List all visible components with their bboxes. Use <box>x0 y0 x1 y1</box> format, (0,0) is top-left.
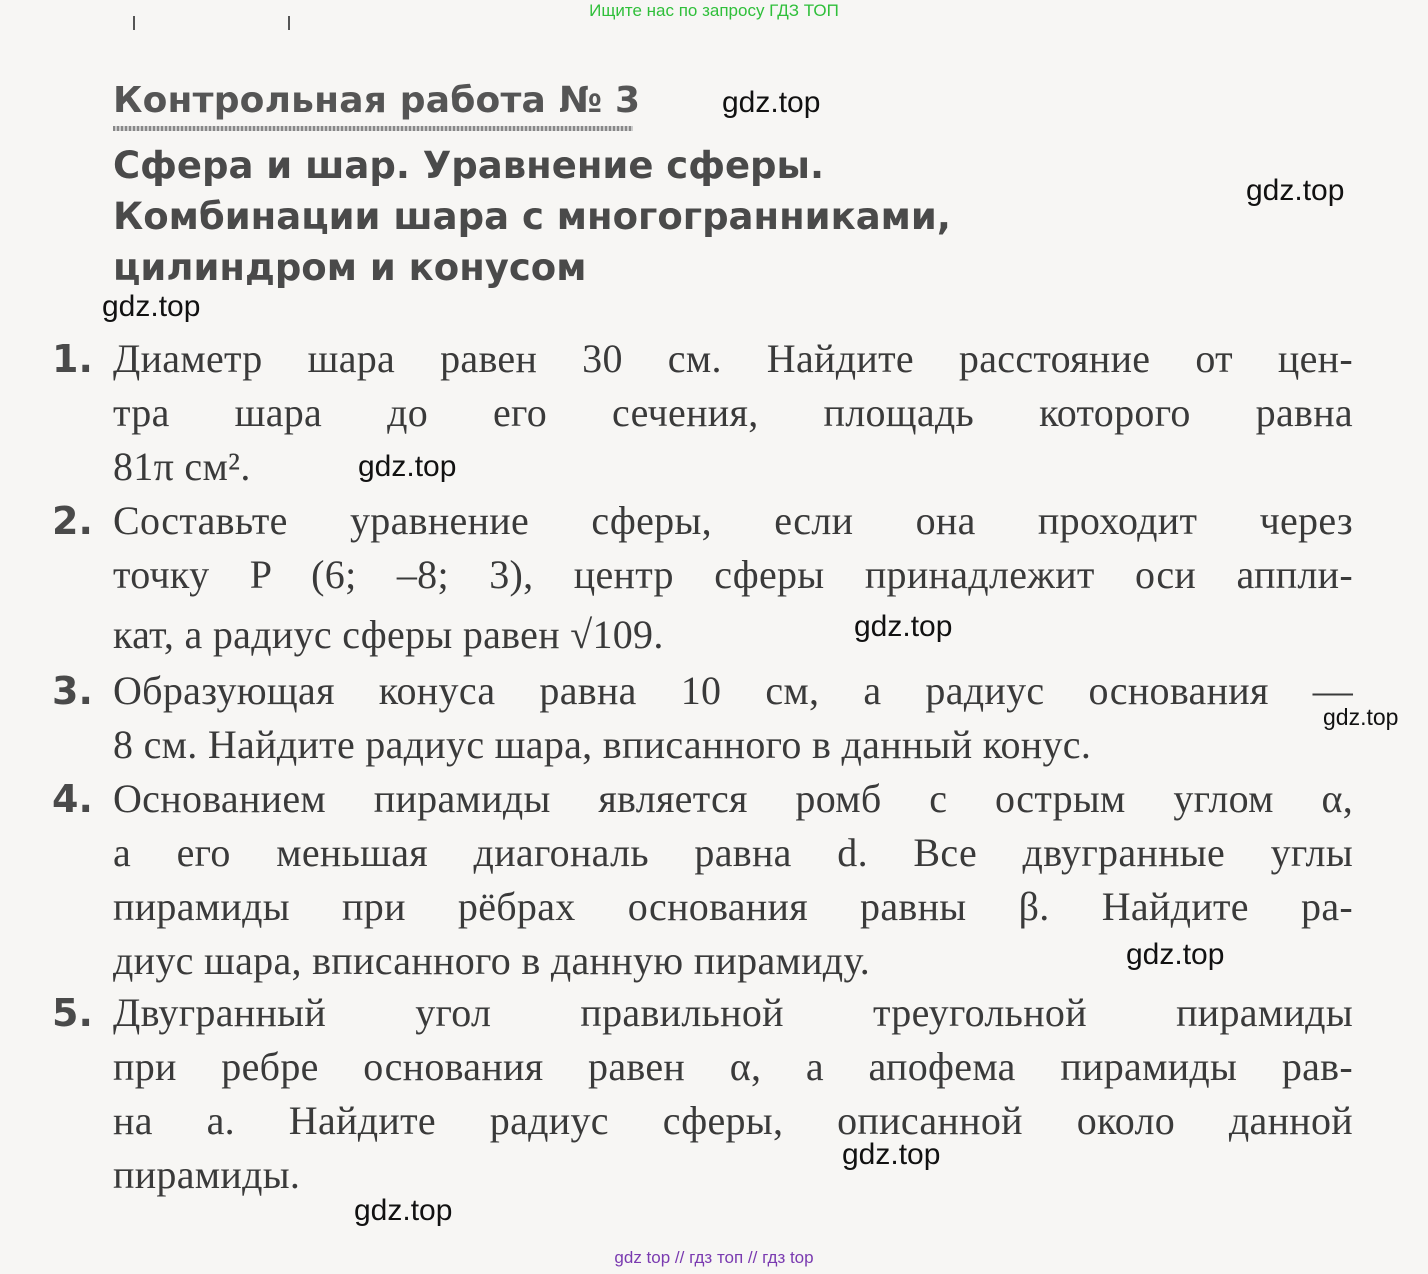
problem-number: 5. <box>52 991 93 1035</box>
problem-line: 8 см. Найдите радиус шара, вписанного в данный конус. <box>113 722 1092 767</box>
problem-line: Основанием пирамиды является ромб с острым углом α, <box>113 776 1353 821</box>
scan-marks <box>0 16 1428 36</box>
watermark: gdz.top <box>1323 704 1399 730</box>
problem-line: Двугранный угол правильной треугольной пирамиды <box>113 990 1353 1035</box>
watermark: gdz.top <box>358 450 457 483</box>
footer-links: gdz top // гдз топ // гдз top <box>614 1248 814 1267</box>
subtitle-line: Сфера и шар. Уравнение сферы. <box>113 144 825 187</box>
problem-number: 2. <box>52 499 93 543</box>
subtitle-line: цилиндром и конусом <box>113 246 587 289</box>
problem-line: точку P (6; –8; 3), центр сферы принадлежит оси аппли- <box>113 552 1353 597</box>
watermark: gdz.top <box>1246 174 1345 207</box>
problem-line: кат, а радиус сферы равен √109. <box>113 612 664 657</box>
problem-line: тра шара до его сечения, площадь которого равна <box>113 390 1353 435</box>
problem-text <box>113 986 1353 1202</box>
problem-line: Диаметр шара равен 30 см. Найдите расстояние от цен- <box>113 336 1353 381</box>
title-underline <box>113 126 633 131</box>
watermark: gdz.top <box>1126 938 1225 971</box>
problem-line: Составьте уравнение сферы, если она проходит через <box>113 498 1353 543</box>
problem-number: 3. <box>52 669 93 713</box>
problem-line: пирамиды. <box>113 1152 301 1197</box>
subtitle-line: Комбинации шара с многогранниками, <box>113 195 951 238</box>
problem-number: 1. <box>52 337 93 381</box>
page-title: Контрольная работа № 3 <box>113 80 641 121</box>
watermark: gdz.top <box>102 290 201 323</box>
problem-number: 4. <box>52 777 93 821</box>
problem-text <box>113 664 1353 772</box>
watermark: gdz.top <box>842 1138 941 1171</box>
problem-text <box>113 332 1353 494</box>
problem-line: Образующая конуса равна 10 см, а радиус основания — <box>113 668 1353 713</box>
problem-line: пирамиды при рёбрах основания равны β. Найдите ра- <box>113 884 1353 929</box>
problem-line: на a. Найдите радиус сферы, описанной около данной <box>113 1098 1353 1143</box>
page-subtitle <box>113 140 1113 293</box>
problem-text <box>113 494 1353 662</box>
watermark: gdz.top <box>722 86 821 119</box>
problem-line: при ребре основания равен α, а апофема пирамиды рав- <box>113 1044 1353 1089</box>
problem-line: а его меньшая диагональ равна d. Все двугранные углы <box>113 830 1353 875</box>
problem-line: диус шара, вписанного в данную пирамиду. <box>113 938 871 983</box>
watermark: gdz.top <box>854 610 953 643</box>
top-banner: Ищите нас по запросу ГДЗ ТОП <box>589 1 839 20</box>
problem-line: 81π см². <box>113 444 251 489</box>
watermark: gdz.top <box>354 1194 453 1227</box>
